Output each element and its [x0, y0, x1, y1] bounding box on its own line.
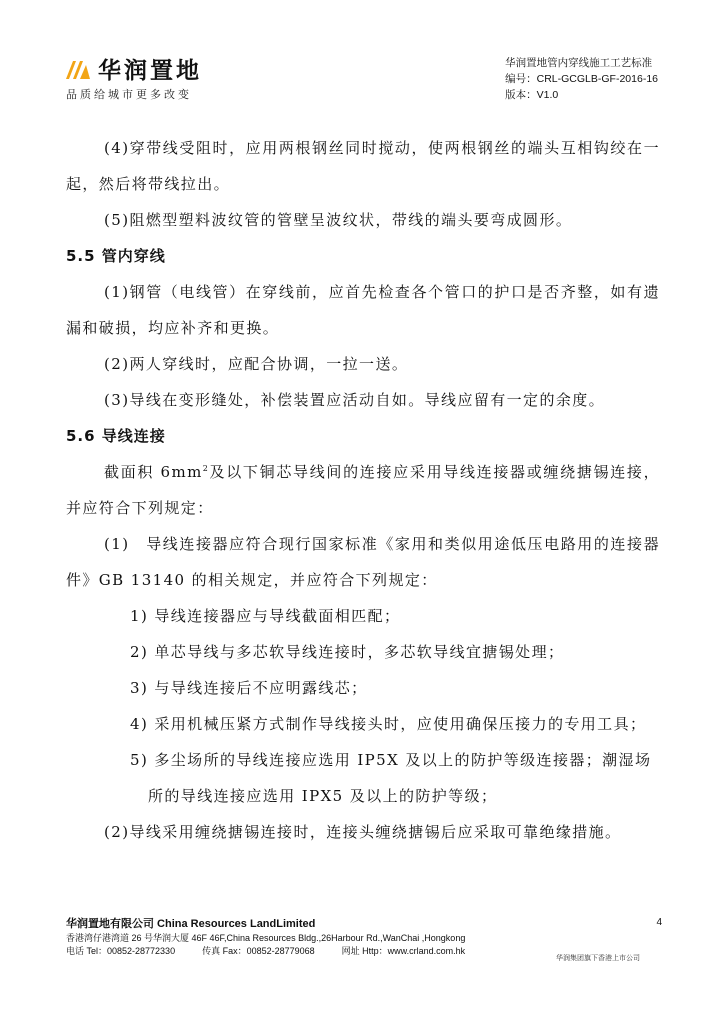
- paragraph: (2)导线采用缠绕搪锡连接时，连接头缠绕搪锡后应采取可靠绝缘措施。: [104, 823, 622, 841]
- paragraph: [66, 454, 660, 526]
- paragraph: (4)穿带线受阻时，应用两根钢丝同时搅动，使两根钢丝的端头互相钩绞在一起，然后将带线拉出。: [66, 139, 660, 193]
- page-number: 4: [656, 917, 662, 928]
- listed-company-note: 华润集团旗下香港上市公司: [556, 954, 640, 962]
- document-body: [66, 130, 660, 850]
- doc-version: 版本：V1.0: [505, 89, 559, 101]
- document-header-info: [505, 55, 658, 103]
- list-item: 5) 多尘场所的导线连接应选用 IP5X 及以上的防护等级连接器；潮湿场: [130, 751, 652, 769]
- doc-number: 编号：CRL-GCGLB-GF-2016-16: [505, 73, 658, 85]
- paragraph: (1) 导线连接器应符合现行国家标准《家用和类似用途低压电路用的连接器件》GB 13140 的相关规定，并应符合下列规定：: [66, 535, 660, 589]
- page-footer: [66, 917, 666, 958]
- list-item: 1) 导线连接器应与导线截面相匹配；: [130, 607, 401, 625]
- text-segment: 及以下铜芯导线间的连接应采用导线连接器或缠绕搪锡连接，并应符合下列规定：: [66, 463, 661, 517]
- list-item-continuation: 所的导线连接应选用 IPX5 及以上的防护等级；: [148, 787, 498, 805]
- footer-address: 香港湾仔港湾道 26 号华润大厦 46F 46F,China Resources Bldg.,26Harbour Rd.,WanChai ,Hongkong: [66, 933, 466, 943]
- logo-text: 华润置地: [98, 58, 202, 84]
- company-logo: [64, 52, 202, 85]
- list-item: 3) 与导线连接后不应明露线芯；: [130, 679, 368, 697]
- footer-company: 华润置地有限公司 China Resources LandLimited: [66, 918, 316, 930]
- list-item: 2) 单芯导线与多芯软导线连接时，多芯软导线宜搪锡处理；: [130, 643, 565, 661]
- superscript: 2: [202, 464, 210, 473]
- paragraph: (5)阻燃型塑料波纹管的管壁呈波纹状，带线的端头要弯成圆形。: [104, 211, 573, 229]
- section-heading-5-5: 5.5 管内穿线: [66, 247, 166, 265]
- paragraph: (1)钢管（电线管）在穿线前，应首先检查各个管口的护口是否齐整，如有遗漏和破损，均应补齐和更换。: [66, 283, 660, 337]
- text-segment: 截面积 6mm: [104, 463, 203, 481]
- doc-title: 华润置地管内穿线施工工艺标准: [505, 57, 653, 69]
- section-heading-5-6: 5.6 导线连接: [66, 427, 166, 445]
- logo-mark-icon: [64, 55, 92, 83]
- list-item: 4) 采用机械压紧方式制作导线接头时，应使用确保压接力的专用工具；: [130, 715, 647, 733]
- footer-contact: 电话 Tel：00852-28772330 传真 Fax：00852-28779068 网址 Http：www.crland.com.hk: [66, 946, 466, 956]
- company-slogan: 品质给城市更多改变: [66, 88, 192, 101]
- paragraph: (3)导线在变形缝处，补偿装置应活动自如。导线应留有一定的余度。: [104, 391, 606, 409]
- paragraph: (2)两人穿线时，应配合协调，一拉一送。: [104, 355, 409, 373]
